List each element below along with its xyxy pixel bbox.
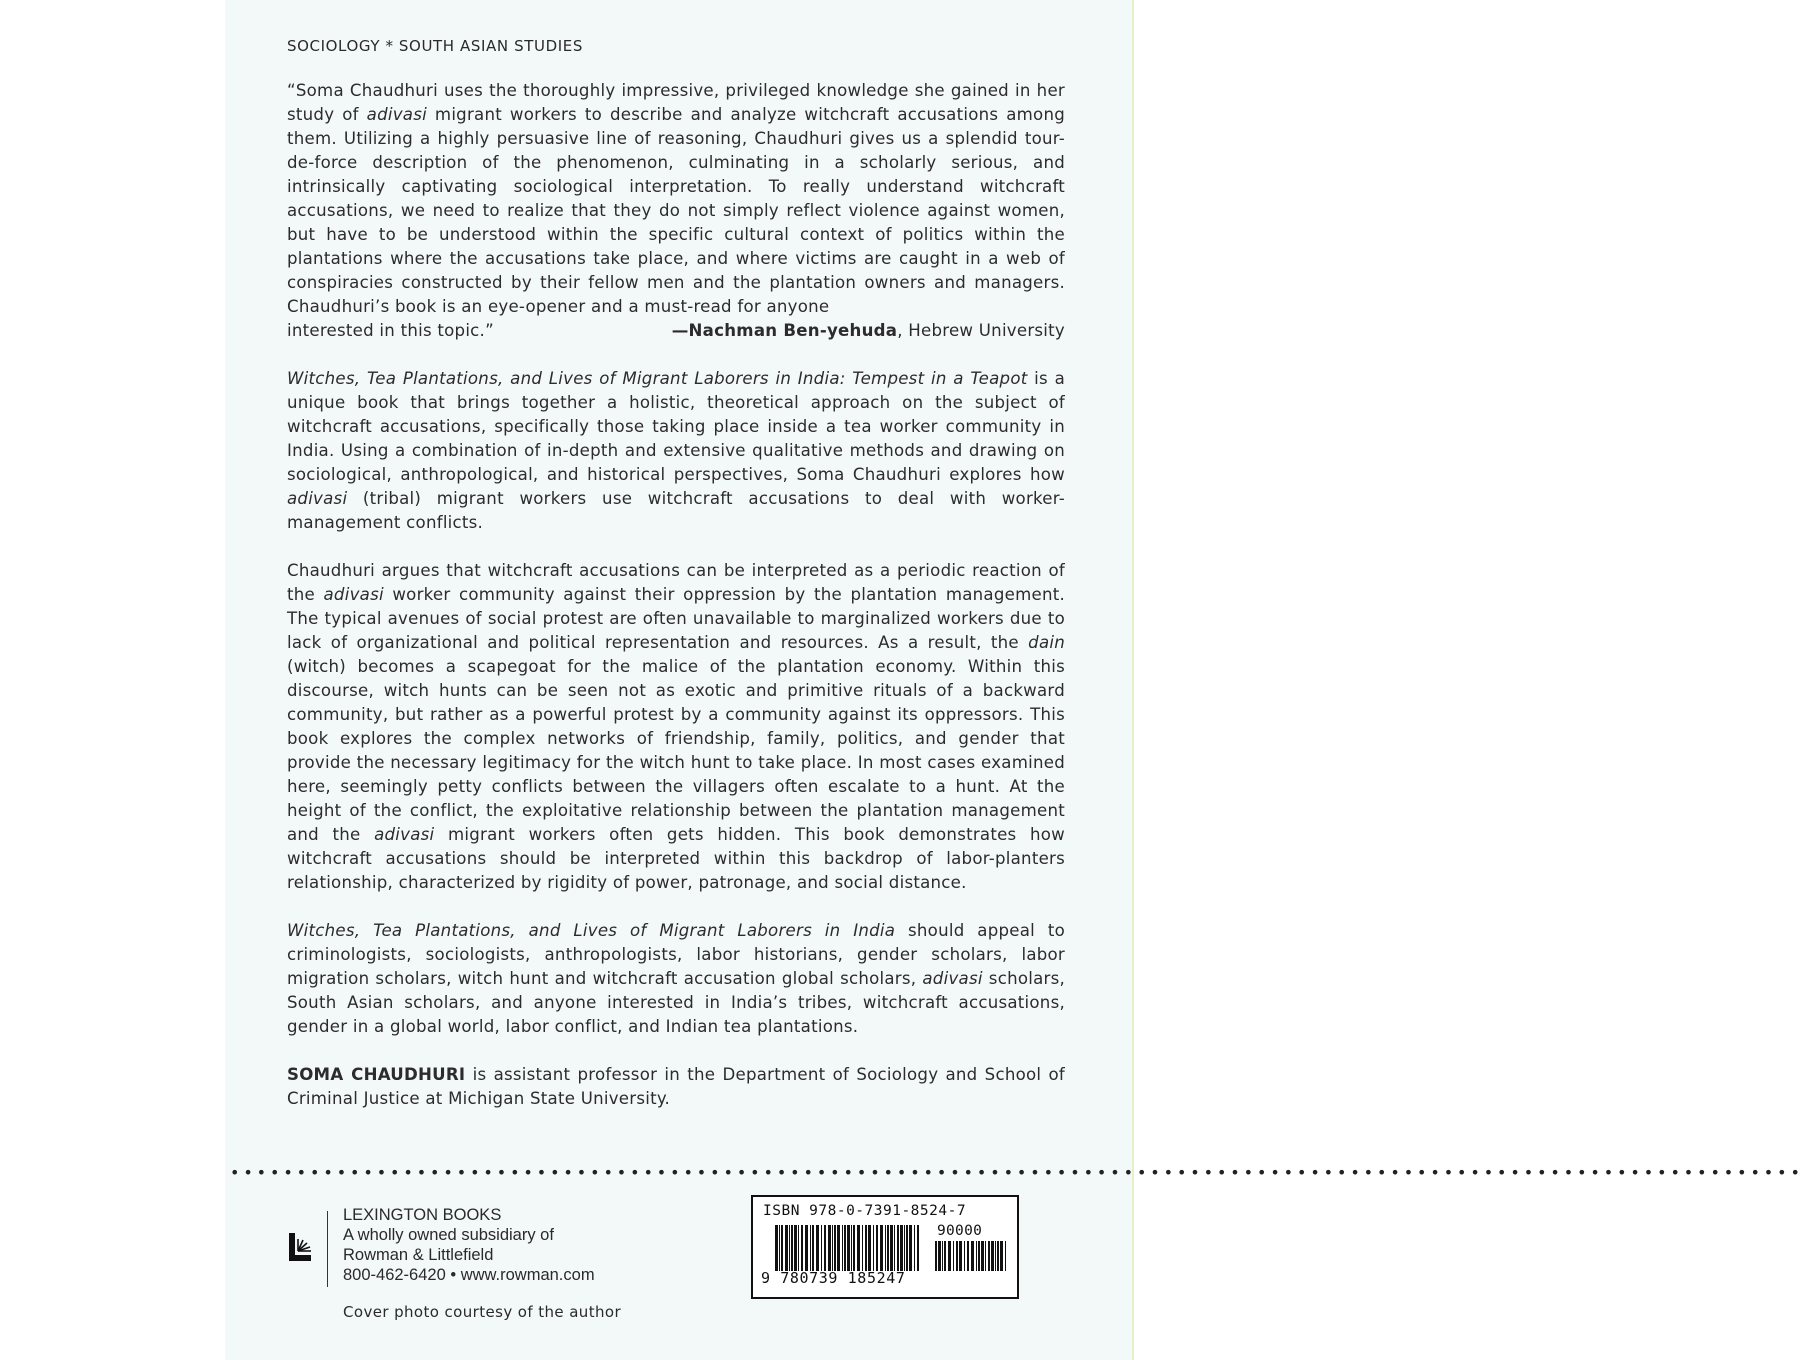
publisher-info — [343, 1205, 595, 1285]
publisher-subsidiary: A wholly owned subsidiary of — [343, 1226, 554, 1244]
addon-barcode-bars — [935, 1241, 1009, 1271]
publisher-name: LEXINGTON BOOKS — [343, 1206, 502, 1224]
description-paragraph-1: Witches, Tea Plantations, and Lives of Migrant Laborers in India: Tempest in a Teapot is a unique book that brings together a holistic, theoretical approach on the subject of witchcraft accusations, specifically those taking place inside a tea worker community in India. Using a combination of in-depth and extensive qualitative methods and drawing on sociological, anthropological, and historical perspectives, Soma Chaudhuri explores how adivasi (tribal) migrant workers use witchcraft accusations to deal with worker-management conflicts. — [287, 369, 1065, 532]
endorsement-quote: “Soma Chaudhuri uses the thoroughly impressive, privileged knowledge she gained in her study of adivasi migrant workers to describe and analyze witchcraft accusations among them. Utilizing a highly persuasive line of reasoning, Chaudhuri gives us a splendid tour-de-force description of the phenomenon, culminating in a scholarly serious, and intrinsically captivating sociological interpretation. To really understand witchcraft accusations, we need to realize that they do not simply reflect violence against women, but have to be understood within the specific cultural context of politics within the plantations where the accusations take place, and where victims are caught in a web of conspiracies constructed by their fellow men and the plantation owners and managers. Chaudhuri’s book is an eye-opener and a must-read for anyone interested in this topic.” —Nachman Ben-yehuda, Hebrew University — [287, 79, 1065, 343]
isbn-barcode — [751, 1195, 1019, 1299]
publisher-parent: Rowman & Littlefield — [343, 1246, 494, 1264]
dotted-divider: •••••••••••••••••••••••••••••••••••••••••••••••••••••••••••••••••••••••••••••••••••••••••••••••••••••••••••••••••••••• — [230, 1163, 1804, 1182]
description-paragraph-2: Chaudhuri argues that witchcraft accusations can be interpreted as a periodic reaction of the adivasi worker community against their oppression by the plantation management. The typical avenues of social protest are often unavailable to marginalized workers due to lack of organizational and political representation and resources. As a result, the dain (witch) becomes a scapegoat for the malice of the plantation economy. Within this discourse, witch hunts can be seen not as exotic and primitive rituals of a backward community, but rather as a powerful protest by a community against its oppressors. This book explores the complex networks of friendship, family, politics, and gender that provide the necessary legitimacy for the witch hunt to take place. In most cases examined here, seemingly petty conflicts between the villagers often escalate to a hunt. At the height of the conflict, the exploitative relationship between the plantation management and the adivasi migrant workers often gets hidden. This book demonstrates how witchcraft accusations should be interpreted within this backdrop of labor-planters relationship, characterized by rigidity of power, patronage, and social distance. — [287, 561, 1066, 892]
publisher-contact: 800-462-6420 • www.rowman.com — [343, 1266, 595, 1284]
ean-barcode-bars — [775, 1225, 921, 1271]
isbn-label: ISBN 978-0-7391-8524-7 — [763, 1203, 967, 1219]
back-cover — [225, 0, 1804, 1360]
ean-number: 9 780739 185247 — [761, 1269, 906, 1287]
description-paragraph-3: Witches, Tea Plantations, and Lives of Migrant Laborers in India should appeal to criminologists, sociologists, anthropologists, labor historians, gender scholars, labor migration scholars, witch hunt and witchcraft accusation global scholars, adivasi scholars, South Asian scholars, and anyone interested in India’s tribes, witchcraft accusations, gender in a global world, labor conflict, and Indian tea plantations. — [287, 921, 1066, 1036]
author-bio: SOMA CHAUDHURI is assistant professor in the Department of Sociology and School of Criminal Justice at Michigan State University. — [287, 1065, 1065, 1108]
cover-photo-credit: Cover photo courtesy of the author — [343, 1303, 622, 1321]
price-addon-number: 90000 — [937, 1223, 983, 1239]
cover-text — [287, 79, 1065, 1135]
endorsement-attribution: —Nachman Ben-yehuda, Hebrew University — [671, 321, 1065, 340]
lexington-logo-icon — [287, 1229, 317, 1263]
publisher-divider — [327, 1211, 328, 1287]
category-label: SOCIOLOGY * SOUTH ASIAN STUDIES — [287, 37, 583, 55]
quote-end-line: interested in this topic.” —Nachman Ben-yehuda, Hebrew University — [287, 319, 1065, 343]
